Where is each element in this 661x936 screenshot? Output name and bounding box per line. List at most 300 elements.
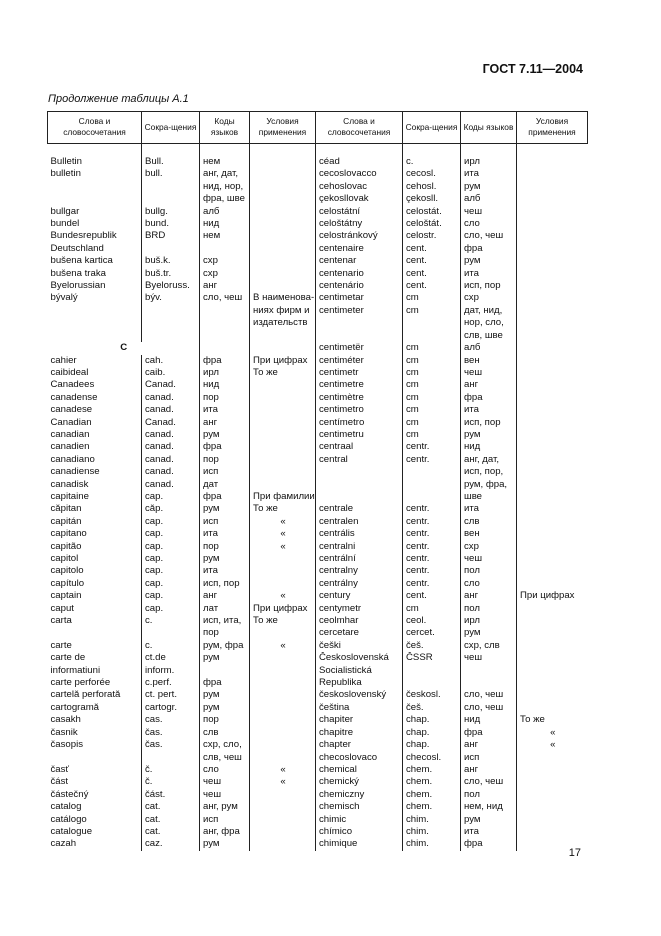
left-cond-cell bbox=[250, 330, 316, 342]
left-cond-cell bbox=[250, 466, 316, 478]
spacer-cell bbox=[200, 144, 250, 157]
right-abbr-cell bbox=[403, 479, 461, 491]
left-cond-cell bbox=[250, 789, 316, 801]
left-abbr-cell: č. bbox=[142, 764, 200, 776]
right-word-cell bbox=[316, 317, 403, 329]
table-row bbox=[48, 727, 588, 739]
left-codes-cell: ита bbox=[200, 528, 250, 540]
left-abbr-cell: canad. bbox=[142, 454, 200, 466]
left-word-cell: carte bbox=[50, 639, 72, 651]
left-codes-cell: фра bbox=[200, 355, 250, 367]
right-word-cell: centimetër bbox=[316, 342, 403, 354]
right-word-cell: centenário bbox=[316, 280, 403, 292]
left-abbr-cell: Bull. bbox=[142, 156, 200, 168]
right-cond-cell bbox=[517, 193, 588, 205]
left-cond-cell: При фамилии bbox=[250, 491, 316, 503]
left-word-cell: capitano bbox=[50, 528, 87, 540]
right-codes-cell: исп bbox=[461, 752, 517, 764]
table-row bbox=[48, 615, 588, 627]
left-cond-cell bbox=[250, 702, 316, 714]
right-word-cell: cehoslovac bbox=[316, 181, 403, 193]
left-abbr-cell: bullg. bbox=[142, 206, 200, 218]
table-row bbox=[48, 553, 588, 565]
spacer-row bbox=[48, 144, 588, 157]
table-row bbox=[48, 355, 588, 367]
right-word-cell: československý bbox=[316, 689, 403, 701]
table-row bbox=[48, 454, 588, 466]
right-word-cell: centimetro bbox=[316, 404, 403, 416]
right-cond-cell bbox=[517, 479, 588, 491]
left-word-cell: carte perforée bbox=[50, 677, 111, 689]
right-abbr-cell: chem. bbox=[403, 776, 461, 788]
left-abbr-cell: cartogr. bbox=[142, 702, 200, 714]
left-cond-cell: издательств bbox=[250, 317, 316, 329]
header-cond-right: Условия применения bbox=[517, 112, 588, 144]
right-cond-cell bbox=[517, 789, 588, 801]
right-abbr-cell: cercet. bbox=[403, 627, 461, 639]
table-row bbox=[48, 181, 588, 193]
right-codes-cell: слв, шве bbox=[461, 330, 517, 342]
right-codes-cell: ирл bbox=[461, 615, 517, 627]
left-codes-cell: анг, дат, bbox=[200, 168, 250, 180]
right-abbr-cell: centr. bbox=[403, 541, 461, 553]
right-codes-cell: ита bbox=[461, 268, 517, 280]
right-word-cell: centralny bbox=[316, 565, 403, 577]
spacer-cell bbox=[142, 144, 200, 157]
left-codes-cell: фра bbox=[200, 441, 250, 453]
right-codes-cell: пол bbox=[461, 789, 517, 801]
right-word-cell: chemiczny bbox=[316, 789, 403, 801]
left-abbr-cell: cap. bbox=[142, 516, 200, 528]
right-abbr-cell: centr. bbox=[403, 578, 461, 590]
right-abbr-cell: cehosl. bbox=[403, 181, 461, 193]
right-cond-cell bbox=[517, 702, 588, 714]
table-row bbox=[48, 565, 588, 577]
right-cond-cell bbox=[517, 627, 588, 639]
left-word-cell: bušena traka bbox=[50, 267, 106, 279]
left-cond-cell bbox=[250, 379, 316, 391]
right-word-cell: century bbox=[316, 590, 403, 602]
right-word-cell bbox=[316, 491, 403, 503]
right-abbr-cell: celoštát. bbox=[403, 218, 461, 230]
left-word-cell: časnik bbox=[50, 726, 78, 738]
left-codes-cell: сло, чеш bbox=[200, 292, 250, 304]
right-word-cell: centrális bbox=[316, 528, 403, 540]
left-cond-cell: « bbox=[250, 516, 316, 528]
left-word-cell: C bbox=[120, 342, 128, 354]
table-row bbox=[48, 689, 588, 701]
right-cond-cell bbox=[517, 392, 588, 404]
left-codes-cell: исп bbox=[200, 466, 250, 478]
right-abbr-cell bbox=[403, 330, 461, 342]
table-caption: Продолжение таблицы А.1 bbox=[48, 93, 189, 105]
table-row bbox=[48, 677, 588, 689]
right-codes-cell: пол bbox=[461, 565, 517, 577]
left-word-cell: Canadees bbox=[50, 379, 95, 391]
spacer-cell bbox=[316, 144, 403, 157]
left-codes-cell: алб bbox=[200, 206, 250, 218]
left-codes-cell: нем bbox=[200, 230, 250, 242]
left-abbr-cell bbox=[142, 752, 200, 764]
left-abbr-cell: cat. bbox=[142, 814, 200, 826]
left-codes-cell: рум bbox=[200, 702, 250, 714]
table-row bbox=[48, 776, 588, 788]
header-cond-left: Условия применения bbox=[250, 112, 316, 144]
right-abbr-cell: chim. bbox=[403, 814, 461, 826]
left-cond-cell bbox=[250, 168, 316, 180]
right-codes-cell: чеш bbox=[461, 553, 517, 565]
right-codes-cell: анг bbox=[461, 739, 517, 751]
right-word-cell: čeština bbox=[316, 702, 403, 714]
right-abbr-cell: cm bbox=[403, 404, 461, 416]
right-word-cell: Socialistická bbox=[316, 665, 403, 677]
left-cond-cell bbox=[250, 181, 316, 193]
table-row bbox=[48, 627, 588, 639]
right-cond-cell bbox=[517, 305, 588, 317]
right-cond-cell bbox=[517, 466, 588, 478]
left-abbr-cell: cap. bbox=[142, 578, 200, 590]
left-cond-cell: « bbox=[250, 590, 316, 602]
left-cond-cell bbox=[250, 727, 316, 739]
right-word-cell: central bbox=[316, 454, 403, 466]
right-cond-cell bbox=[517, 243, 588, 255]
right-abbr-cell: cm bbox=[403, 342, 461, 354]
left-cond-cell: « bbox=[250, 528, 316, 540]
right-word-cell: centímetro bbox=[316, 417, 403, 429]
left-codes-cell: исп, пор bbox=[200, 578, 250, 590]
right-cond-cell bbox=[517, 801, 588, 813]
left-word-cell: bulletin bbox=[50, 168, 81, 180]
left-abbr-cell: canad. bbox=[142, 441, 200, 453]
right-codes-cell: сло bbox=[461, 578, 517, 590]
left-word-cell bbox=[48, 193, 142, 205]
right-abbr-cell: cent. bbox=[403, 590, 461, 602]
right-word-cell: checoslovaco bbox=[316, 752, 403, 764]
right-abbr-cell: cent. bbox=[403, 255, 461, 267]
table-row bbox=[48, 193, 588, 205]
right-word-cell: centralni bbox=[316, 541, 403, 553]
left-codes-cell: исп, ита, bbox=[200, 615, 250, 627]
right-cond-cell bbox=[517, 541, 588, 553]
left-word-cell: caibideal bbox=[50, 366, 89, 378]
table-row bbox=[48, 665, 588, 677]
left-word-cell: căpitan bbox=[50, 503, 82, 515]
right-codes-cell: рум bbox=[461, 255, 517, 267]
right-abbr-cell: češ. bbox=[403, 702, 461, 714]
table-row bbox=[48, 739, 588, 751]
right-word-cell: chemický bbox=[316, 776, 403, 788]
left-abbr-cell: čas. bbox=[142, 739, 200, 751]
left-codes-cell: ирл bbox=[200, 367, 250, 379]
left-abbr-cell: canad. bbox=[142, 392, 200, 404]
left-word-cell: catalogue bbox=[50, 825, 93, 837]
right-cond-cell bbox=[517, 652, 588, 664]
right-abbr-cell: chap. bbox=[403, 714, 461, 726]
left-cond-cell bbox=[250, 156, 316, 168]
right-abbr-cell: centr. bbox=[403, 454, 461, 466]
right-codes-cell: схр, слв bbox=[461, 640, 517, 652]
table-body bbox=[48, 144, 588, 851]
right-abbr-cell: celostr. bbox=[403, 230, 461, 242]
right-word-cell: cercetare bbox=[316, 627, 403, 639]
right-abbr-cell: centr. bbox=[403, 553, 461, 565]
left-cond-cell: При цифрах bbox=[250, 603, 316, 615]
left-abbr-cell: cap. bbox=[142, 553, 200, 565]
right-word-cell: chímico bbox=[316, 826, 403, 838]
left-abbr-cell: canad. bbox=[142, 429, 200, 441]
left-codes-cell: фра, шве bbox=[200, 193, 250, 205]
right-cond-cell bbox=[517, 491, 588, 503]
table-row bbox=[48, 317, 588, 329]
right-cond-cell bbox=[517, 615, 588, 627]
right-cond-cell bbox=[517, 578, 588, 590]
left-cond-cell bbox=[250, 627, 316, 639]
header-abbr-left: Сокра-щения bbox=[142, 112, 200, 144]
right-cond-cell bbox=[517, 503, 588, 515]
right-abbr-cell: cent. bbox=[403, 268, 461, 280]
right-word-cell: ceolmhar bbox=[316, 615, 403, 627]
table-row bbox=[48, 379, 588, 391]
right-codes-cell: анг, дат, bbox=[461, 454, 517, 466]
right-codes-cell: нид bbox=[461, 441, 517, 453]
right-word-cell: centrální bbox=[316, 553, 403, 565]
right-cond-cell bbox=[517, 355, 588, 367]
table-row bbox=[48, 268, 588, 280]
left-codes-cell: рум bbox=[200, 689, 250, 701]
left-word-cell bbox=[48, 627, 142, 639]
left-abbr-cell: căp. bbox=[142, 503, 200, 515]
left-codes-cell: исп bbox=[200, 516, 250, 528]
right-abbr-cell: cm bbox=[403, 292, 461, 304]
left-cond-cell bbox=[250, 677, 316, 689]
right-cond-cell bbox=[517, 677, 588, 689]
left-codes-cell: анг, фра bbox=[200, 826, 250, 838]
left-word-cell: catálogo bbox=[50, 813, 87, 825]
left-word-cell: canadiano bbox=[50, 453, 95, 465]
right-cond-cell bbox=[517, 764, 588, 776]
right-word-cell: centimeter bbox=[316, 305, 403, 317]
left-cond-cell bbox=[250, 826, 316, 838]
left-codes-cell: схр, сло, bbox=[200, 739, 250, 751]
left-word-cell bbox=[48, 752, 142, 764]
left-word-cell: captain bbox=[50, 590, 82, 602]
right-word-cell: centimetre bbox=[316, 379, 403, 391]
left-cond-cell bbox=[250, 243, 316, 255]
left-codes-cell: рум bbox=[200, 429, 250, 441]
table-row bbox=[48, 491, 588, 503]
left-codes-cell: слв, чеш bbox=[200, 752, 250, 764]
left-cond-cell bbox=[250, 206, 316, 218]
right-cond-cell bbox=[517, 665, 588, 677]
left-abbr-cell: buš.k. bbox=[142, 255, 200, 267]
left-codes-cell: пор bbox=[200, 627, 250, 639]
right-abbr-cell: chem. bbox=[403, 764, 461, 776]
right-abbr-cell: chem. bbox=[403, 789, 461, 801]
left-codes-cell bbox=[200, 665, 250, 677]
table-row bbox=[48, 292, 588, 304]
right-word-cell: chapiter bbox=[316, 714, 403, 726]
left-cond-cell bbox=[250, 553, 316, 565]
right-codes-cell: чеш bbox=[461, 367, 517, 379]
right-abbr-cell: cent. bbox=[403, 243, 461, 255]
right-abbr-cell: centr. bbox=[403, 565, 461, 577]
right-abbr-cell: cm bbox=[403, 379, 461, 391]
right-codes-cell: сло, чеш bbox=[461, 689, 517, 701]
right-word-cell bbox=[316, 466, 403, 478]
left-codes-cell: пор bbox=[200, 541, 250, 553]
right-cond-cell bbox=[517, 429, 588, 441]
right-codes-cell bbox=[461, 665, 517, 677]
left-abbr-cell bbox=[142, 181, 200, 193]
left-cond-cell bbox=[250, 838, 316, 850]
left-word-cell: canadian bbox=[50, 428, 90, 440]
left-word-cell: Bundesrepublik bbox=[50, 230, 117, 242]
document-code: ГОСТ 7.11—2004 bbox=[482, 62, 583, 76]
left-codes-cell: фра bbox=[200, 491, 250, 503]
table-row bbox=[48, 218, 588, 230]
abbreviations-table bbox=[47, 111, 588, 851]
right-codes-cell: анг bbox=[461, 764, 517, 776]
left-word-cell: informatiuni bbox=[50, 664, 101, 676]
right-cond-cell bbox=[517, 752, 588, 764]
right-codes-cell: схр bbox=[461, 292, 517, 304]
right-word-cell: centimetru bbox=[316, 429, 403, 441]
left-word-cell: Bulletin bbox=[50, 156, 82, 167]
left-word-cell: bullgar bbox=[50, 205, 80, 217]
right-codes-cell: вен bbox=[461, 528, 517, 540]
table-row bbox=[48, 479, 588, 491]
right-word-cell: centralen bbox=[316, 516, 403, 528]
left-abbr-cell bbox=[142, 627, 200, 639]
left-abbr-cell bbox=[142, 243, 200, 255]
right-cond-cell bbox=[517, 565, 588, 577]
right-word-cell: centrale bbox=[316, 503, 403, 515]
right-cond-cell bbox=[517, 342, 588, 354]
right-cond-cell bbox=[517, 553, 588, 565]
right-codes-cell: исп, пор bbox=[461, 280, 517, 292]
left-word-cell: Canadian bbox=[50, 416, 92, 428]
right-word-cell: celoštátny bbox=[316, 218, 403, 230]
table-row bbox=[48, 255, 588, 267]
right-cond-cell bbox=[517, 640, 588, 652]
header-codes-right: Коды языков bbox=[461, 112, 517, 144]
left-codes-cell: сло bbox=[200, 764, 250, 776]
right-codes-cell: алб bbox=[461, 193, 517, 205]
left-abbr-cell: cat. bbox=[142, 801, 200, 813]
left-codes-cell bbox=[200, 342, 250, 354]
left-codes-cell: схр bbox=[200, 255, 250, 267]
right-codes-cell: ита bbox=[461, 826, 517, 838]
left-abbr-cell: ct. pert. bbox=[142, 689, 200, 701]
left-codes-cell: рум bbox=[200, 652, 250, 664]
right-abbr-cell: ceol. bbox=[403, 615, 461, 627]
left-word-cell: capitão bbox=[50, 540, 82, 552]
left-codes-cell: рум bbox=[200, 553, 250, 565]
right-codes-cell: анг bbox=[461, 379, 517, 391]
right-abbr-cell: cent. bbox=[403, 280, 461, 292]
right-abbr-cell: cm bbox=[403, 305, 461, 317]
left-codes-cell: нид bbox=[200, 218, 250, 230]
left-word-cell: capitolo bbox=[50, 565, 84, 577]
left-word-cell bbox=[48, 317, 142, 329]
left-codes-cell: нид bbox=[200, 379, 250, 391]
left-cond-cell bbox=[250, 255, 316, 267]
right-cond-cell: « bbox=[517, 727, 588, 739]
right-cond-cell bbox=[517, 230, 588, 242]
left-cond-cell bbox=[250, 230, 316, 242]
left-word-cell: capítulo bbox=[50, 577, 85, 589]
right-codes-cell: рум bbox=[461, 814, 517, 826]
right-cond-cell bbox=[517, 317, 588, 329]
table-row bbox=[48, 516, 588, 528]
left-cond-cell: « bbox=[250, 776, 316, 788]
table-row bbox=[48, 342, 588, 354]
left-word-cell: casakh bbox=[50, 714, 81, 726]
left-abbr-cell: cap. bbox=[142, 590, 200, 602]
right-codes-cell: нор, сло, bbox=[461, 317, 517, 329]
left-cond-cell bbox=[250, 193, 316, 205]
right-codes-cell: анг bbox=[461, 590, 517, 602]
left-word-cell: carte de bbox=[50, 652, 86, 664]
right-word-cell: centimetr bbox=[316, 367, 403, 379]
left-codes-cell: рум bbox=[200, 838, 250, 850]
left-cond-cell bbox=[250, 739, 316, 751]
left-abbr-cell: c.perf. bbox=[142, 677, 200, 689]
left-cond-cell bbox=[250, 454, 316, 466]
left-codes-cell: слв bbox=[200, 727, 250, 739]
left-abbr-cell: c. bbox=[142, 615, 200, 627]
spacer-cell bbox=[517, 144, 588, 157]
left-cond-cell bbox=[250, 441, 316, 453]
right-abbr-cell: ČSSR bbox=[403, 652, 461, 664]
left-codes-cell: исп bbox=[200, 814, 250, 826]
right-word-cell bbox=[316, 330, 403, 342]
left-codes-cell bbox=[200, 305, 250, 317]
table-row bbox=[48, 752, 588, 764]
right-abbr-cell bbox=[403, 491, 461, 503]
left-abbr-cell: býv. bbox=[142, 292, 200, 304]
left-abbr-cell: cap. bbox=[142, 603, 200, 615]
right-codes-cell: сло, чеш bbox=[461, 702, 517, 714]
right-abbr-cell: c. bbox=[403, 156, 461, 168]
right-abbr-cell: cecosl. bbox=[403, 168, 461, 180]
right-cond-cell bbox=[517, 417, 588, 429]
table-row bbox=[48, 801, 588, 813]
left-codes-cell: анг, рум bbox=[200, 801, 250, 813]
right-codes-cell: фра bbox=[461, 727, 517, 739]
left-abbr-cell: canad. bbox=[142, 479, 200, 491]
table-row bbox=[48, 441, 588, 453]
left-cond-cell bbox=[250, 652, 316, 664]
right-cond-cell bbox=[517, 776, 588, 788]
left-word-cell: bundel bbox=[50, 218, 80, 230]
right-abbr-cell: cm bbox=[403, 392, 461, 404]
right-cond-cell bbox=[517, 814, 588, 826]
right-cond-cell bbox=[517, 689, 588, 701]
table-row bbox=[48, 528, 588, 540]
left-cond-cell bbox=[250, 479, 316, 491]
right-codes-cell: рум bbox=[461, 627, 517, 639]
left-abbr-cell: Byeloruss. bbox=[142, 280, 200, 292]
right-cond-cell: То же bbox=[517, 714, 588, 726]
left-word-cell: canadien bbox=[50, 441, 90, 453]
table-row bbox=[48, 168, 588, 180]
table-row bbox=[48, 280, 588, 292]
left-cond-cell bbox=[250, 342, 316, 354]
left-abbr-cell: cap. bbox=[142, 541, 200, 553]
right-codes-cell: дат, нид, bbox=[461, 305, 517, 317]
right-word-cell: chimic bbox=[316, 814, 403, 826]
